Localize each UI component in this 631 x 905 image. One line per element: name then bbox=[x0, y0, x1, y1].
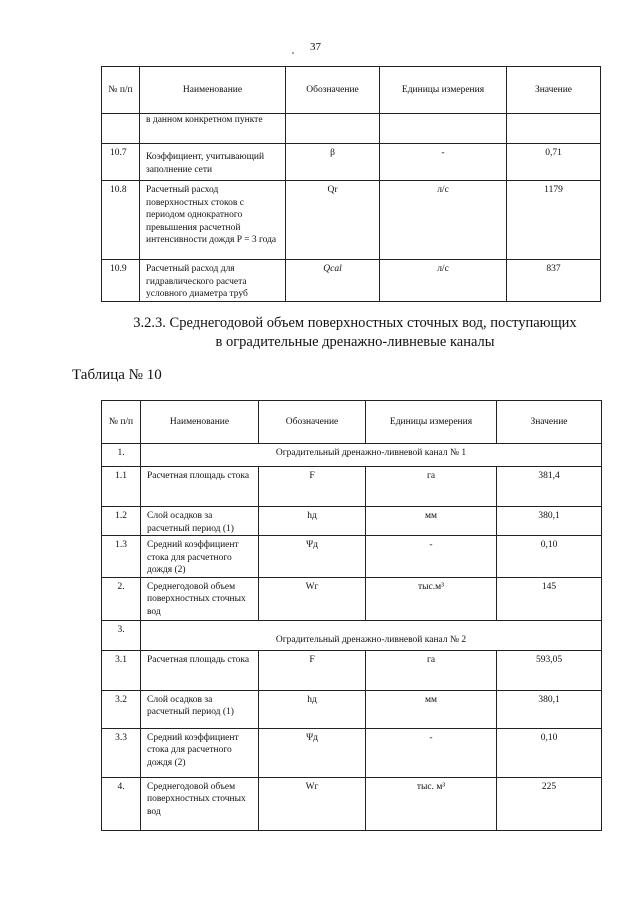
cell-name: Среднегодовой объем поверхностных сточных вод bbox=[141, 577, 259, 620]
cell-unit: л/с bbox=[380, 181, 507, 260]
cell-num: 4. bbox=[102, 777, 141, 830]
group-title: Оградительный дренажно-ливневой канал № 1 bbox=[141, 444, 602, 467]
cell-num: 1.2 bbox=[102, 507, 141, 536]
cell-name: Слой осадков за расчетный период (1) bbox=[141, 690, 259, 728]
cell-num: 1.1 bbox=[102, 467, 141, 507]
cell-name: в данном конкретном пункте bbox=[140, 114, 286, 144]
cell-num bbox=[102, 114, 140, 144]
header-num: № п/п bbox=[102, 67, 140, 114]
table-10 bbox=[101, 400, 602, 831]
table-row bbox=[102, 650, 602, 690]
cell-symbol: Ψд bbox=[259, 728, 366, 777]
cell-num: 1.3 bbox=[102, 536, 141, 578]
cell-name: Расчетный расход для гидравлического расчета условного диаметра труб bbox=[140, 260, 286, 302]
section-heading-line2: в оградительные дренажно-ливневые каналы bbox=[215, 334, 495, 350]
table-row bbox=[102, 728, 602, 777]
cell-name: Расчетная площадь стока bbox=[141, 650, 259, 690]
cell-name: Расчетный расход поверхностных стоков с периодом однократного превышения расчетной интенсивности дождя P = 3 года bbox=[140, 181, 286, 260]
table-row bbox=[102, 777, 602, 830]
header-name: Наименование bbox=[140, 67, 286, 114]
cell-value: 0,71 bbox=[507, 144, 601, 181]
header-value: Значение bbox=[507, 67, 601, 114]
cell-unit: - bbox=[380, 144, 507, 181]
section-heading bbox=[100, 314, 610, 352]
cell-symbol: Qr bbox=[286, 181, 380, 260]
section-heading-line1: 3.2.3. Среднегодовой объем поверхностных сточных вод, поступающих bbox=[133, 315, 577, 331]
header-symbol: Обозначение bbox=[286, 67, 380, 114]
header-value: Значение bbox=[497, 401, 602, 444]
page-number: 37 bbox=[310, 41, 321, 53]
header-num: № п/п bbox=[102, 401, 141, 444]
cell-value: 380,1 bbox=[497, 690, 602, 728]
cell-name: Расчетная площадь стока bbox=[141, 467, 259, 507]
cell-value: 1179 bbox=[507, 181, 601, 260]
cell-num: 3. bbox=[102, 620, 141, 650]
cell-num: 1. bbox=[102, 444, 141, 467]
cell-value: 593,05 bbox=[497, 650, 602, 690]
table-row bbox=[102, 536, 602, 578]
cell-num: 3.2 bbox=[102, 690, 141, 728]
cell-value: 837 bbox=[507, 260, 601, 302]
header-name: Наименование bbox=[141, 401, 259, 444]
group-title: Оградительный дренажно-ливневой канал № 2 bbox=[141, 620, 602, 650]
cell-symbol: hд bbox=[259, 507, 366, 536]
cell-value: 225 bbox=[497, 777, 602, 830]
header-unit: Единицы измерения bbox=[380, 67, 507, 114]
cell-unit: мм bbox=[366, 690, 497, 728]
table-row bbox=[102, 507, 602, 536]
cell-symbol: hд bbox=[259, 690, 366, 728]
cell-symbol: Wг bbox=[259, 577, 366, 620]
cell-symbol: β bbox=[286, 144, 380, 181]
cell-value: 381,4 bbox=[497, 467, 602, 507]
cell-symbol: F bbox=[259, 467, 366, 507]
table-row bbox=[102, 144, 601, 181]
cell-num: 2. bbox=[102, 577, 141, 620]
header-symbol: Обозначение bbox=[259, 401, 366, 444]
table-row bbox=[102, 181, 601, 260]
cell-unit: га bbox=[366, 467, 497, 507]
cell-unit bbox=[380, 114, 507, 144]
cell-unit: мм bbox=[366, 507, 497, 536]
cell-name: Слой осадков за расчетный период (1) bbox=[141, 507, 259, 536]
cell-num: 3.1 bbox=[102, 650, 141, 690]
table-row bbox=[102, 577, 602, 620]
cell-value: 0,10 bbox=[497, 728, 602, 777]
cell-symbol: Qcal bbox=[286, 260, 380, 302]
table-header-row bbox=[102, 401, 602, 444]
cell-symbol: Wг bbox=[259, 777, 366, 830]
cell-symbol: F bbox=[259, 650, 366, 690]
table-row bbox=[102, 260, 601, 302]
table-header-row bbox=[102, 67, 601, 114]
group-row bbox=[102, 620, 602, 650]
cell-unit: га bbox=[366, 650, 497, 690]
cell-name: Среднегодовой объем поверхностных сточных вод bbox=[141, 777, 259, 830]
cell-num: 10.7 bbox=[102, 144, 140, 181]
cell-name: Средний коэффициент стока для расчетного дождя (2) bbox=[141, 536, 259, 578]
table-row bbox=[102, 690, 602, 728]
cell-value: 145 bbox=[497, 577, 602, 620]
cell-unit: тыс. м³ bbox=[366, 777, 497, 830]
cell-value bbox=[507, 114, 601, 144]
cell-num: 3.3 bbox=[102, 728, 141, 777]
cell-symbol: Ψд bbox=[259, 536, 366, 578]
cell-unit: л/с bbox=[380, 260, 507, 302]
cell-name: Средний коэффициент стока для расчетного дождя (2) bbox=[141, 728, 259, 777]
table-row bbox=[102, 467, 602, 507]
table-row bbox=[102, 114, 601, 144]
table-caption: Таблица № 10 bbox=[72, 367, 162, 383]
cell-unit: тыс.м³ bbox=[366, 577, 497, 620]
cell-num: 10.9 bbox=[102, 260, 140, 302]
group-row bbox=[102, 444, 602, 467]
header-unit: Единицы измерения bbox=[366, 401, 497, 444]
cell-name: Коэффициент, учитывающий заполнение сети bbox=[140, 144, 286, 181]
cell-value: 380,1 bbox=[497, 507, 602, 536]
cell-value: 0,10 bbox=[497, 536, 602, 578]
cell-unit: - bbox=[366, 536, 497, 578]
cell-unit: - bbox=[366, 728, 497, 777]
scan-dot bbox=[292, 52, 294, 54]
cell-num: 10.8 bbox=[102, 181, 140, 260]
table-continued bbox=[101, 66, 601, 302]
cell-symbol bbox=[286, 114, 380, 144]
